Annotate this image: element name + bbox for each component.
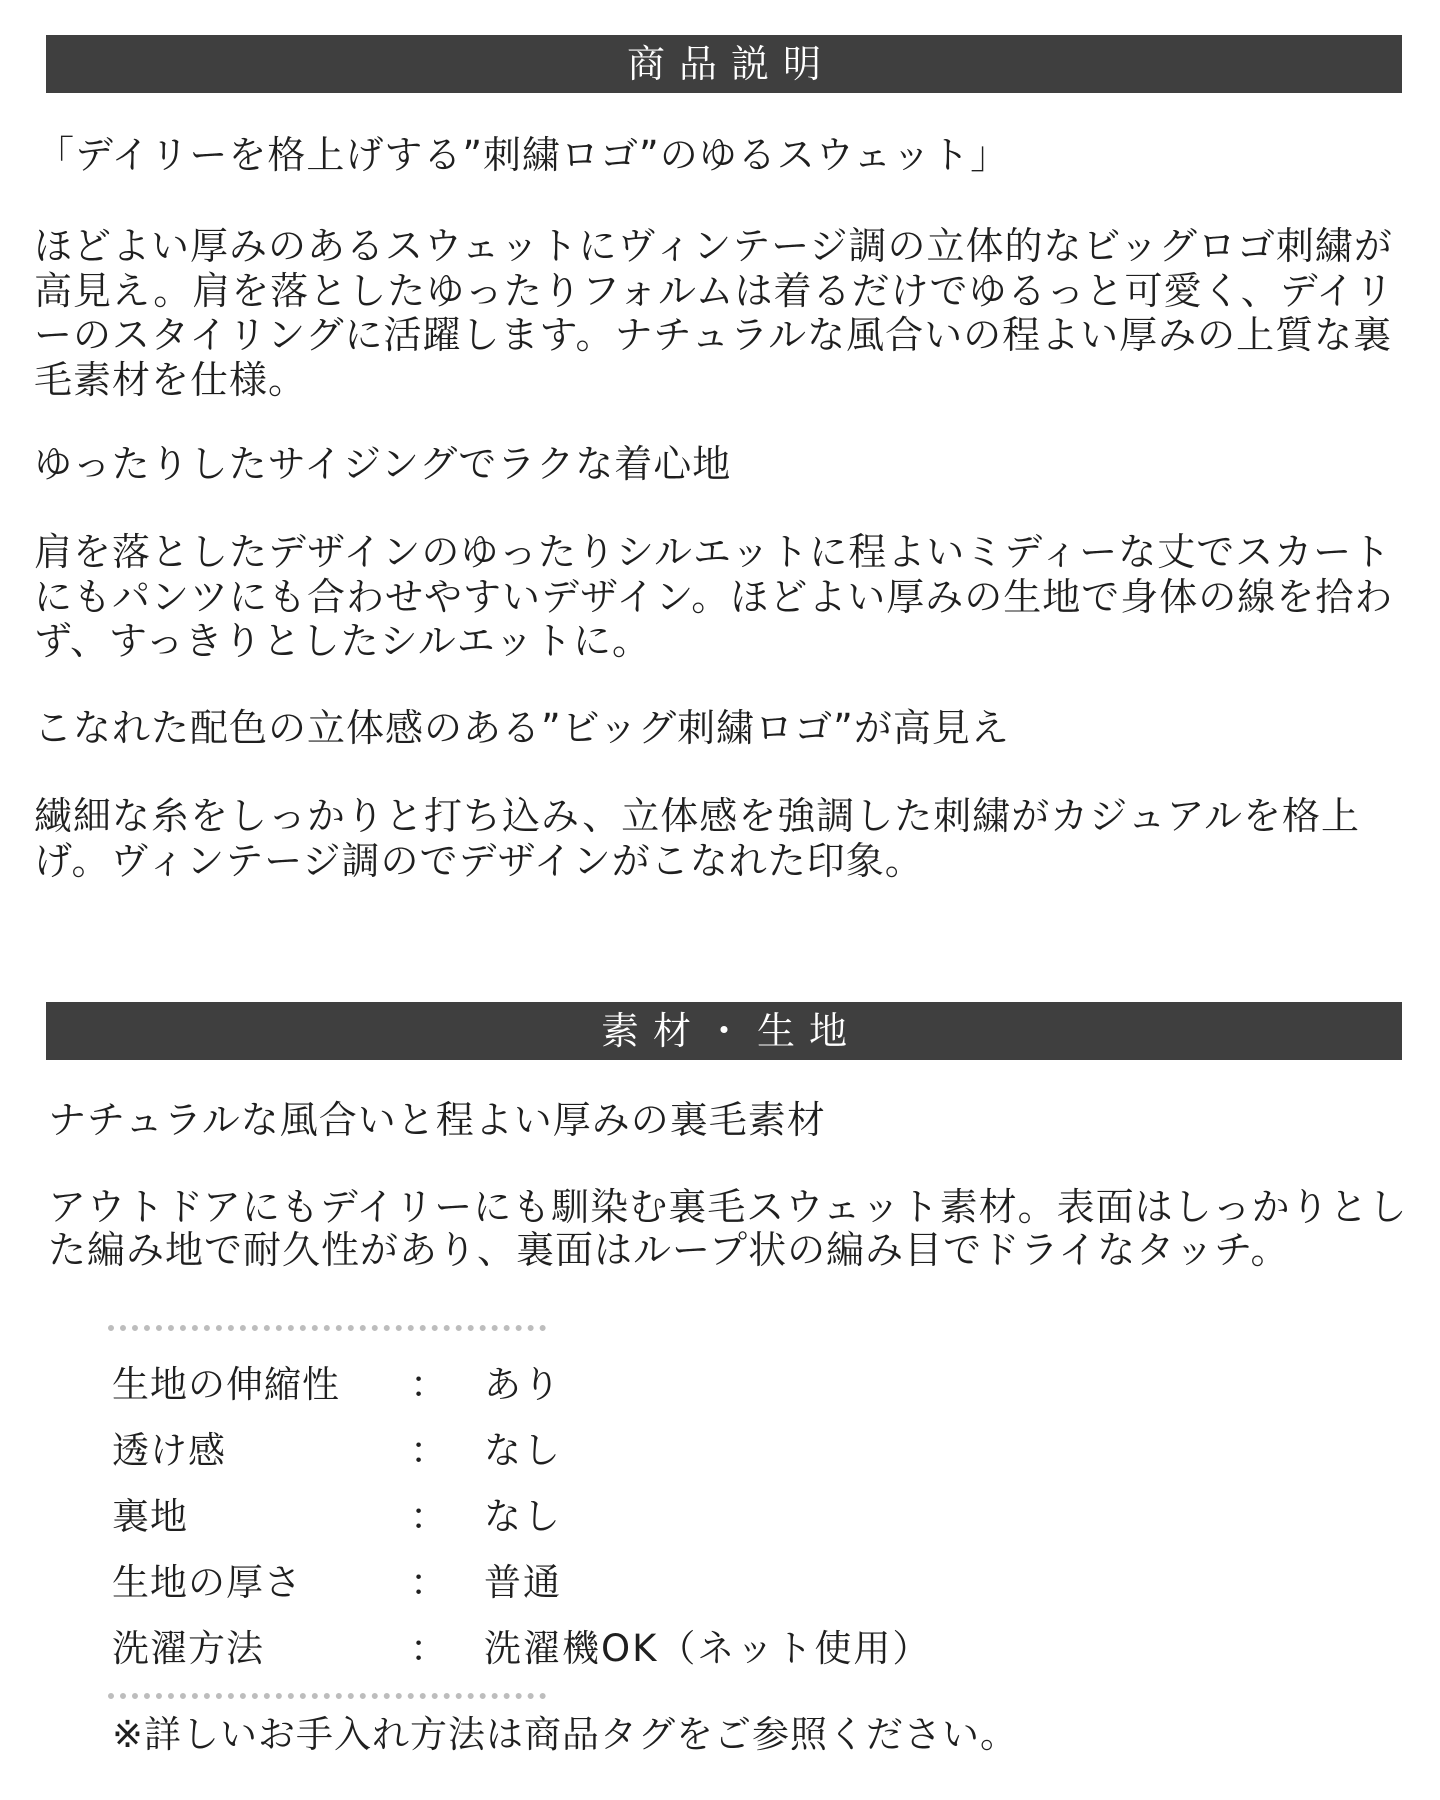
spec-label: 洗濯方法 xyxy=(112,1627,264,1670)
description-subheading-embroidery: こなれた配色の立体感のある”ビッグ刺繍ロゴ”が高見え xyxy=(34,706,1010,750)
spec-label: 透け感 xyxy=(112,1429,226,1472)
spec-value: なし xyxy=(484,1429,562,1472)
spec-value: あり xyxy=(484,1363,562,1406)
spec-table-bottom-divider xyxy=(108,1693,546,1699)
spec-table-top-divider xyxy=(108,1325,546,1331)
spec-label: 生地の厚さ xyxy=(112,1561,302,1604)
description-paragraph-intro: ほどよい厚みのあるスウェットにヴィンテージ調の立体的なビッグロゴ刺繍が高見え。肩を落としたゆったりフォルムは着るだけでゆるっと可愛く、デイリーのスタイリングに活躍します。ナチュラルな風合いの程よい厚みの上質な裏毛素材を仕様。 xyxy=(34,224,1395,402)
description-subheading-fit: ゆったりしたサイジングでラクな着心地 xyxy=(34,442,732,486)
fabric-spec-table xyxy=(112,1352,1012,1682)
spec-row-washing xyxy=(112,1616,1012,1682)
spec-label: 生地の伸縮性 xyxy=(112,1363,340,1406)
material-subheading: ナチュラルな風合いと程よい厚みの裏毛素材 xyxy=(48,1098,826,1142)
care-instructions-note: ※詳しいお手入れ方法は商品タグをご参照ください。 xyxy=(112,1713,1019,1756)
section-heading-material: 素材・生地 xyxy=(46,1002,1402,1060)
spec-row-thickness xyxy=(112,1550,1012,1616)
material-paragraph: アウトドアにもデイリーにも馴染む裏毛スウェット素材。表面はしっかりとした編み地で耐久性があり、裏面はループ状の編み目でドライなタッチ。 xyxy=(48,1185,1408,1272)
description-paragraph-embroidery: 繊細な糸をしっかりと打ち込み、立体感を強調した刺繍がカジュアルを格上げ。ヴィンテージ調のでデザインがこなれた印象。 xyxy=(34,794,1361,883)
spec-separator: ： xyxy=(410,1561,447,1604)
section-heading-description: 商品説明 xyxy=(46,35,1402,93)
spec-row-sheerness xyxy=(112,1418,1012,1484)
spec-row-lining xyxy=(112,1484,1012,1550)
spec-separator: ： xyxy=(410,1429,447,1472)
spec-separator: ： xyxy=(410,1627,447,1670)
description-paragraph-fit: 肩を落としたデザインのゆったりシルエットに程よいミディーな丈でスカートにもパンツにも合わせやすいデザイン。ほどよい厚みの生地で身体の線を拾わず、すっきりとしたシルエットに。 xyxy=(34,530,1394,663)
spec-separator: ： xyxy=(410,1495,447,1538)
spec-separator: ： xyxy=(410,1363,447,1406)
spec-row-stretch xyxy=(112,1352,1012,1418)
spec-label: 裏地 xyxy=(112,1495,188,1538)
spec-value: 普通 xyxy=(484,1561,562,1604)
spec-value: なし xyxy=(484,1495,562,1538)
spec-value: 洗濯機OK（ネット使用） xyxy=(484,1627,932,1670)
description-catch-copy: 「デイリーを格上げする”刺繍ロゴ”のゆるスウェット」 xyxy=(36,133,1010,177)
